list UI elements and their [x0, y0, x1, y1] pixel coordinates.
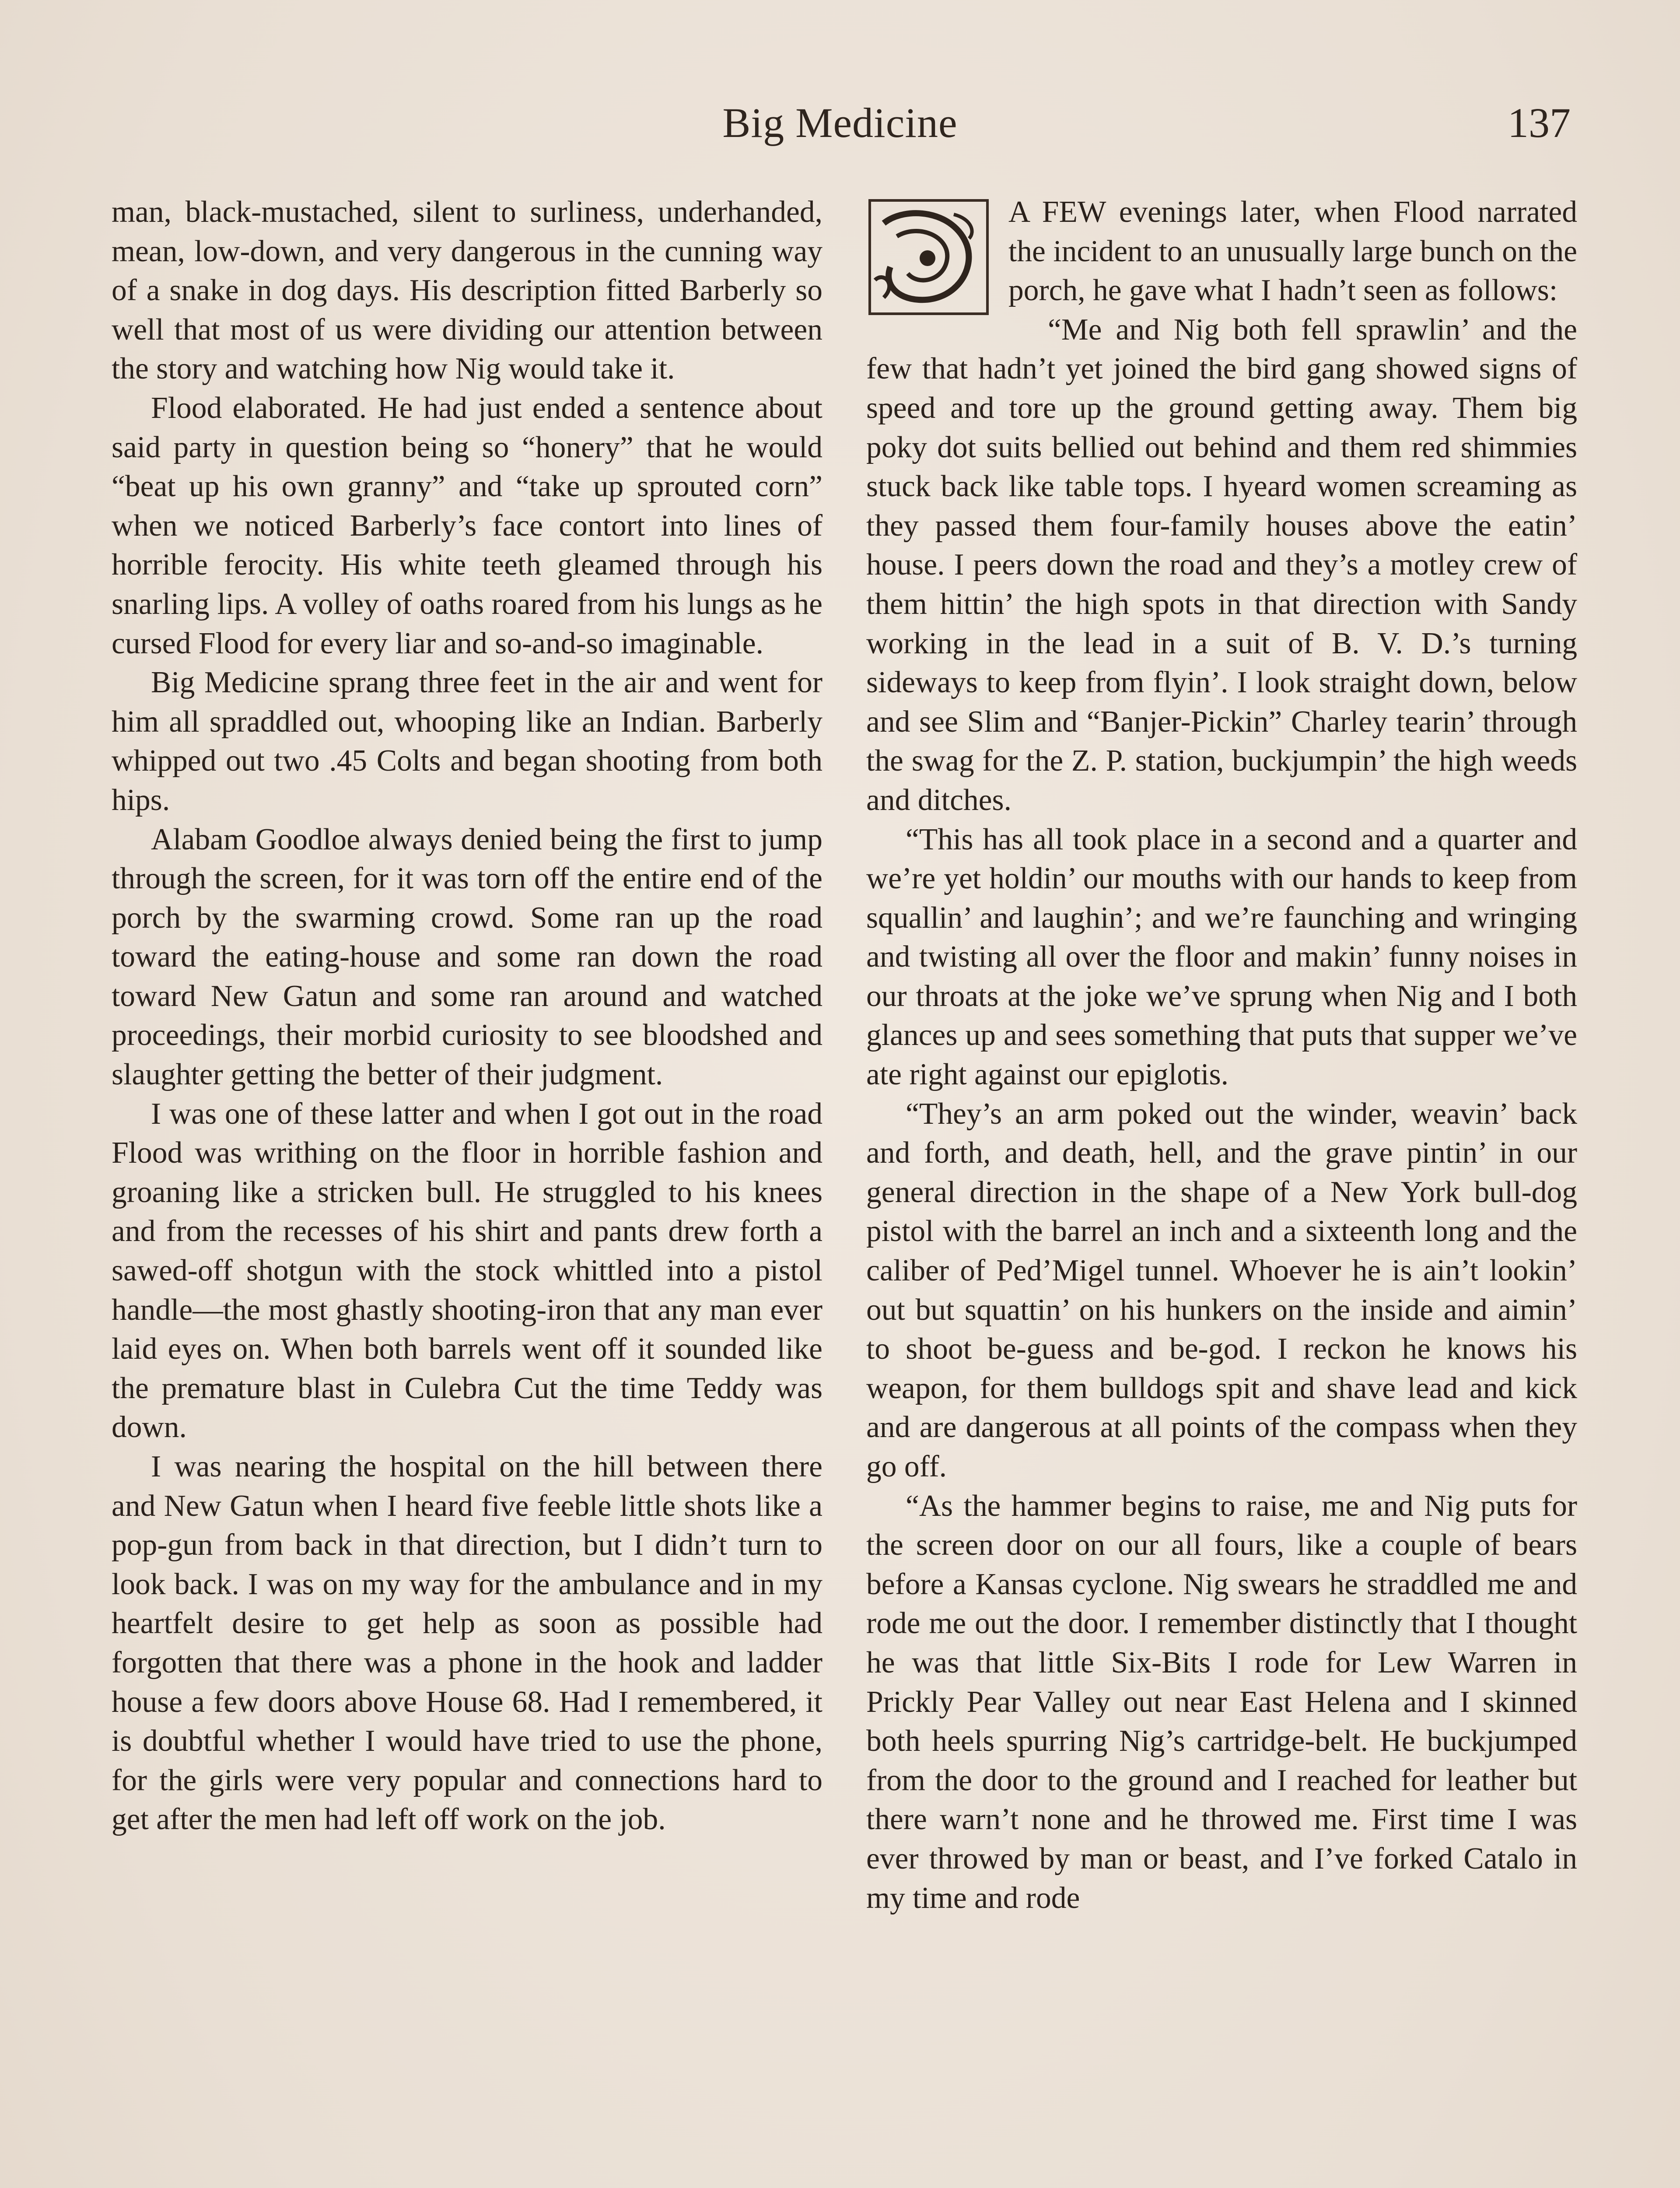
paragraph: Flood elaborated. He had just ended a sentence about said party in question being so “honery” that he would “beat up his own granny” and “take up sprouted corn” when we noticed Barberly’s face contort into lines of horrible ferocity. His white teeth gleamed through his snarling lips. A volley of oaths roared from his lungs as he cursed Flood for every liar and so-and-so imaginable. — [112, 391, 822, 660]
paragraph: I was one of these latter and when I got out in the road Flood was writhing on the floor in horrible fashion and groaning like a stricken bull. He struggled to his knees and from the recesses of his shirt and pants drew forth a sawed-off shotgun with the stock whittled into a pistol handle—the most ghastly shooting-iron that any man ever laid eyes on. When both barrels went off it sounded like the premature blast in Culebra Cut the time Teddy was down. — [112, 1097, 822, 1445]
running-title: Big Medicine — [722, 99, 958, 146]
left-column — [112, 193, 822, 2188]
paragraph: man, black-mustached, silent to surliness, underhanded, mean, low-down, and very dangerous in the cunning way of a snake in dog days. His description fitted Barberly so well that most of us were dividing our attention between the story and watching how Nig would take it. — [112, 195, 822, 386]
paragraph: Alabam Goodloe always denied being the first to jump through the screen, for it was torn off the entire end of the porch by the swarming crowd. Some ran up the road toward the eating-house and some ran down the road toward New Gatun and some ran around and watched proceedings, their morbid curiosity to see bloodshed and slaughter getting the better of their judgment. — [112, 822, 822, 1092]
paragraph: Big Medicine sprang three feet in the air and went for him all spraddled out, whooping like an Indian. Barberly whipped out two .45 Colts and began shooting from both hips. — [112, 666, 822, 817]
paragraph: “They’s an arm poked out the winder, weavin’ back and forth, and death, hell, and the grave pintin’ in our general direction in the shape of a New York bull-dog pistol with the barrel an inch and a sixteenth long and the caliber of Ped’Migel tunnel. Whoever he is ain’t lookin’ out but squattin’ on his hunkers on the inside and aimin’ to shoot be-guess and be-god. I reckon he knows his weapon, for them bulldogs spit and shave lead and kick and are dangerous at all points of the compass when they go off. — [866, 1097, 1577, 1483]
paragraph: A FEW evenings later, when Flood narrated the incident to an unusually large bunch on the porch, he gave what I hadn’t seen as follows: — [1008, 195, 1577, 308]
paragraph: I was nearing the hospital on the hill between there and New Gatun when I heard five feeble little shots like a pop-gun from back in that direction, but I didn’t turn to look back. I was on my way for the ambulance and in my heartfelt desire to get help as soon as possible had forgotten that there was a phone in the hook and ladder house a few doors above House 68. Had I remembered, it is doubtful whether I would have tried to use the phone, for the girls were very popular and connections hard to get after the men had left off work on the job. — [112, 1450, 822, 1837]
paragraph: “This has all took place in a second and a quarter and we’re yet holdin’ our mouths with our hands to keep from squallin’ and laughin’; and we’re faunching and wringing and twisting all over the floor and makin’ funny noises in our throats at the joke we’ve sprung when Nig and I both glances up and sees something that puts that supper we’ve ate right against our epiglotis. — [866, 822, 1577, 1092]
page-number: 137 — [1508, 99, 1571, 146]
right-column — [866, 193, 1577, 2188]
paragraph: “As the hammer begins to raise, me and Nig puts for the screen door on our all fours, like a couple of bears before a Kansas cyclone. Nig swears he straddled me and rode me out the door. I remember distinctly that I thought he was that little Six-Bits I rode for Lew Warren in Prickly Pear Valley out near East Helena and I skinned both heels spurring Nig’s cartridge-belt. He buckjumped from the door to the ground and I reached for leather but there warn’t none and he throwed me. First time I was ever throwed by man or beast, and I’ve forked Catalo in my time and rode — [866, 1489, 1577, 1915]
paragraph: “Me and Nig both fell sprawlin’ and the few that hadn’t yet joined the bird gang showed signs of speed and tore up the ground getting away. Them big poky dot suits bellied out behind and them red shimmies stuck back like table tops. I hyeard women screaming as they passed them four-family houses above the eatin’ house. I peers down the road and they’s a motley crew of them hittin’ the high spots in that direction with Sandy working in the lead in a suit of B. V. D.’s turning sideways to keep from flyin’. I look straight down, below and see Slim and “Banjer-Pickin” Charley tearin’ through the swag for the Z. P. station, buckjumpin’ the high weeds and ditches. — [866, 312, 1577, 817]
ornamental-drop-cap-icon — [866, 197, 991, 317]
